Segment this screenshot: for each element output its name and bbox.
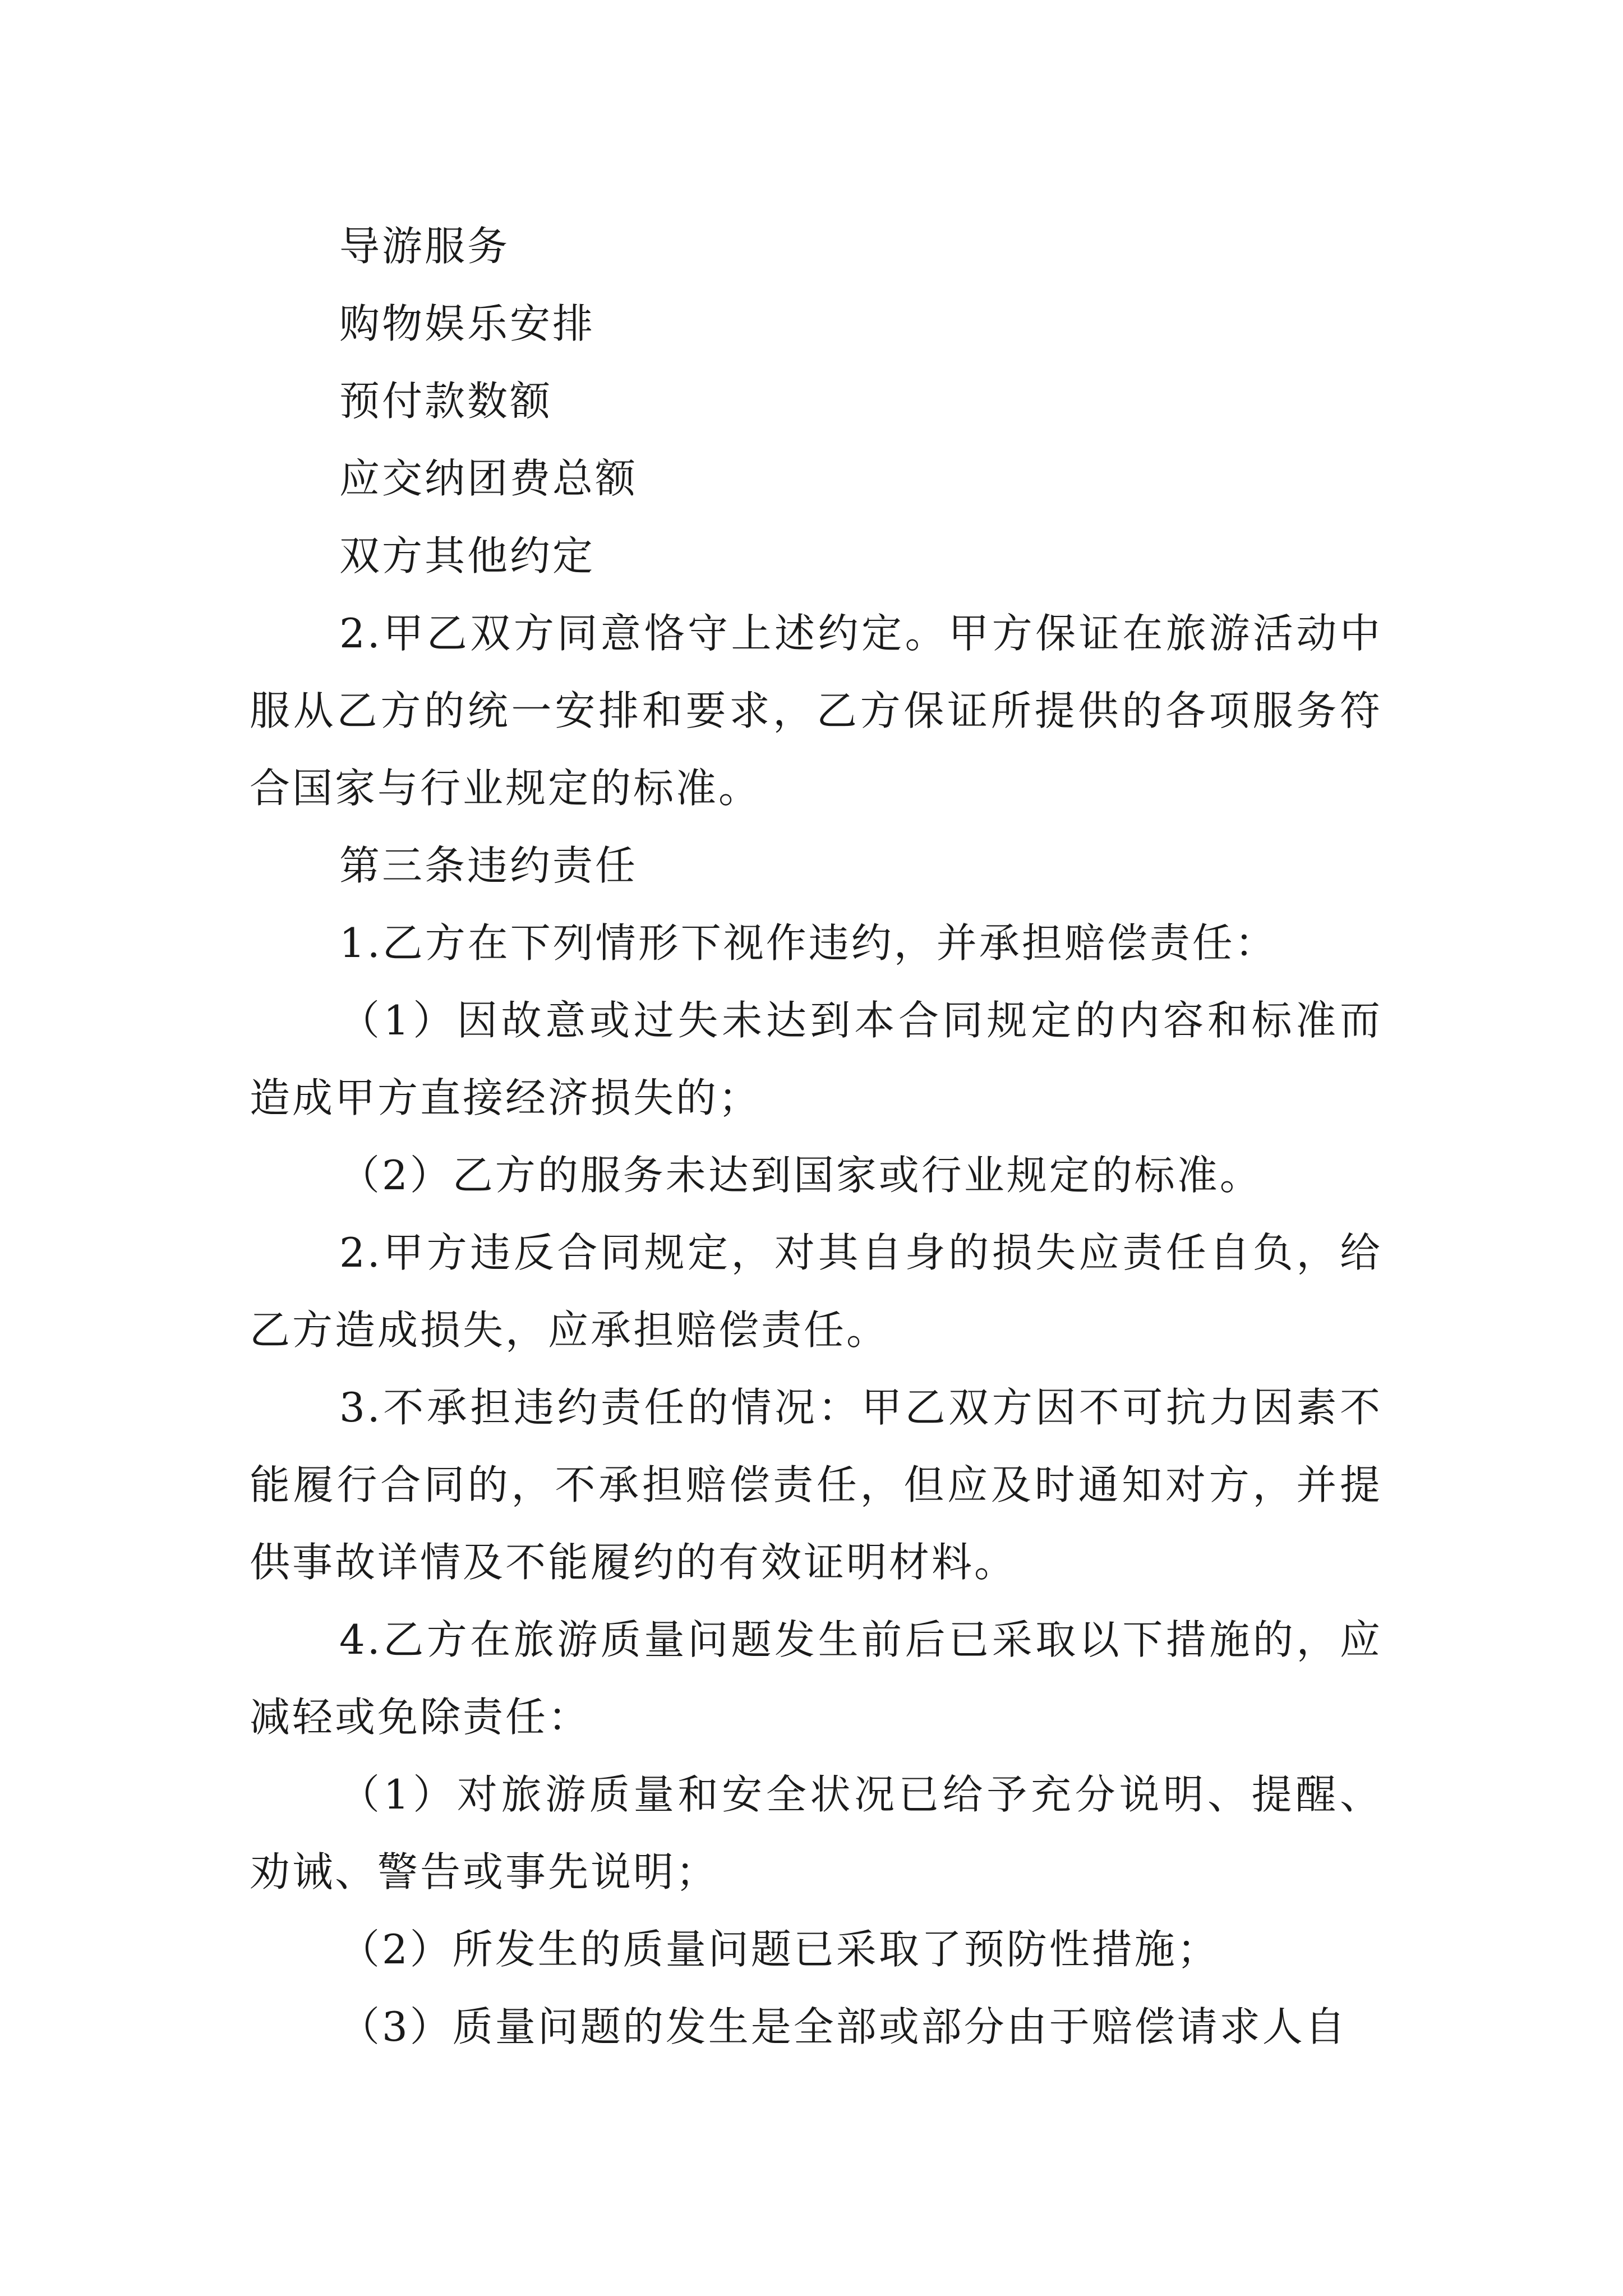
document-body: [250, 208, 1382, 2065]
paragraph-breach-4-item-2: （2）所发生的质量问题已采取了预防性措施；: [339, 1926, 1220, 1973]
paragraph-other-agreements: 双方其他约定: [339, 532, 596, 579]
paragraph-breach-1-item-1: （1）因故意或过失未达到本合同规定的内容和标准而造成甲方直接经济损失的；: [250, 997, 1382, 1121]
paragraph-breach-4-item-3: （3）质量问题的发生是全部或部分由于赔偿请求人自: [339, 2003, 1348, 2050]
paragraph-breach-4-item-1: （1）对旅游质量和安全状况已给予充分说明、提醒、劝诫、警告或事先说明；: [250, 1771, 1382, 1895]
paragraph-breach-3: 3.不承担违约责任的情况：甲乙双方因不可抗力因素不能履行合同的，不承担赔偿责任，但应及时通知对方，并提供事故详情及不能履约的有效证明材料。: [250, 1384, 1382, 1586]
paragraph-total-tour-fee: 应交纳团费总额: [339, 455, 638, 502]
paragraph-guide-service: 导游服务: [339, 223, 510, 270]
paragraph-clause-2: 2.甲乙双方同意恪守上述约定。甲方保证在旅游活动中服从乙方的统一安排和要求，乙方保证所提供的各项服务符合国家与行业规定的标准。: [250, 610, 1382, 812]
paragraph-shopping-entertainment: 购物娱乐安排: [339, 300, 596, 347]
section-heading-article-3: 第三条违约责任: [339, 842, 638, 889]
paragraph-breach-1: 1.乙方在下列情形下视作违约，并承担赔偿责任：: [339, 919, 1278, 967]
paragraph-prepayment-amount: 预付款数额: [339, 378, 553, 425]
paragraph-breach-2: 2.甲方违反合同规定，对其自身的损失应责任自负，给乙方造成损失，应承担赔偿责任。: [250, 1229, 1382, 1354]
paragraph-breach-4: 4.乙方在旅游质量问题发生前后已采取以下措施的，应减轻或免除责任：: [250, 1616, 1382, 1741]
paragraph-breach-1-item-2: （2）乙方的服务未达到国家或行业规定的标准。: [339, 1152, 1262, 1199]
